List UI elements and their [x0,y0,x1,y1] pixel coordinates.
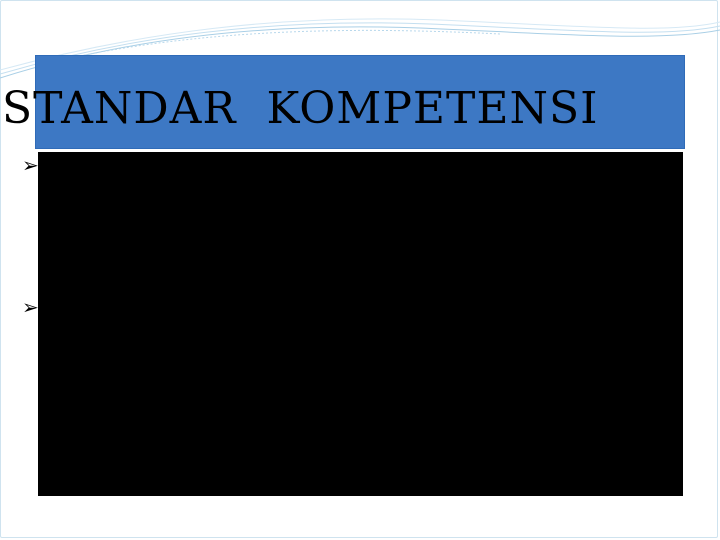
bullet-line: Memahami makna dalam teks fungsional [98,154,498,179]
bullet-line: dan mengakses ilmu pengetahuan populer [80,246,502,271]
bullet-item-1 [0,155,670,270]
bullet-line: dalam konteks kehidupan sehari-hari [80,365,513,390]
bullet-line: retorika secara akurat, lancar dan berterima [80,319,550,344]
bullet-line: dengan menggunakan ragam bahasa tulis [80,342,491,367]
bullet-line: dalam teks berbentuk: recount, narrative, dan [80,388,523,413]
arrow-right-icon: ➢ [22,155,39,177]
bullet-item-2 [0,297,670,435]
bullet-line: procedure [80,411,180,436]
bullet-line: procedure dalam konteks kehidupan sehari-hari [80,223,545,248]
bullet-line: Mengungkapkan makna dan langkah-langkah [98,296,544,321]
bullet-line: pendek dan teks tulis monolog/esei [80,177,430,202]
arrow-right-icon: ➢ [22,297,39,319]
bullet-line: sederhana berbentuk recount, narrative dan [118,200,547,225]
slide-title: STANDAR KOMPETENSI [2,83,599,134]
